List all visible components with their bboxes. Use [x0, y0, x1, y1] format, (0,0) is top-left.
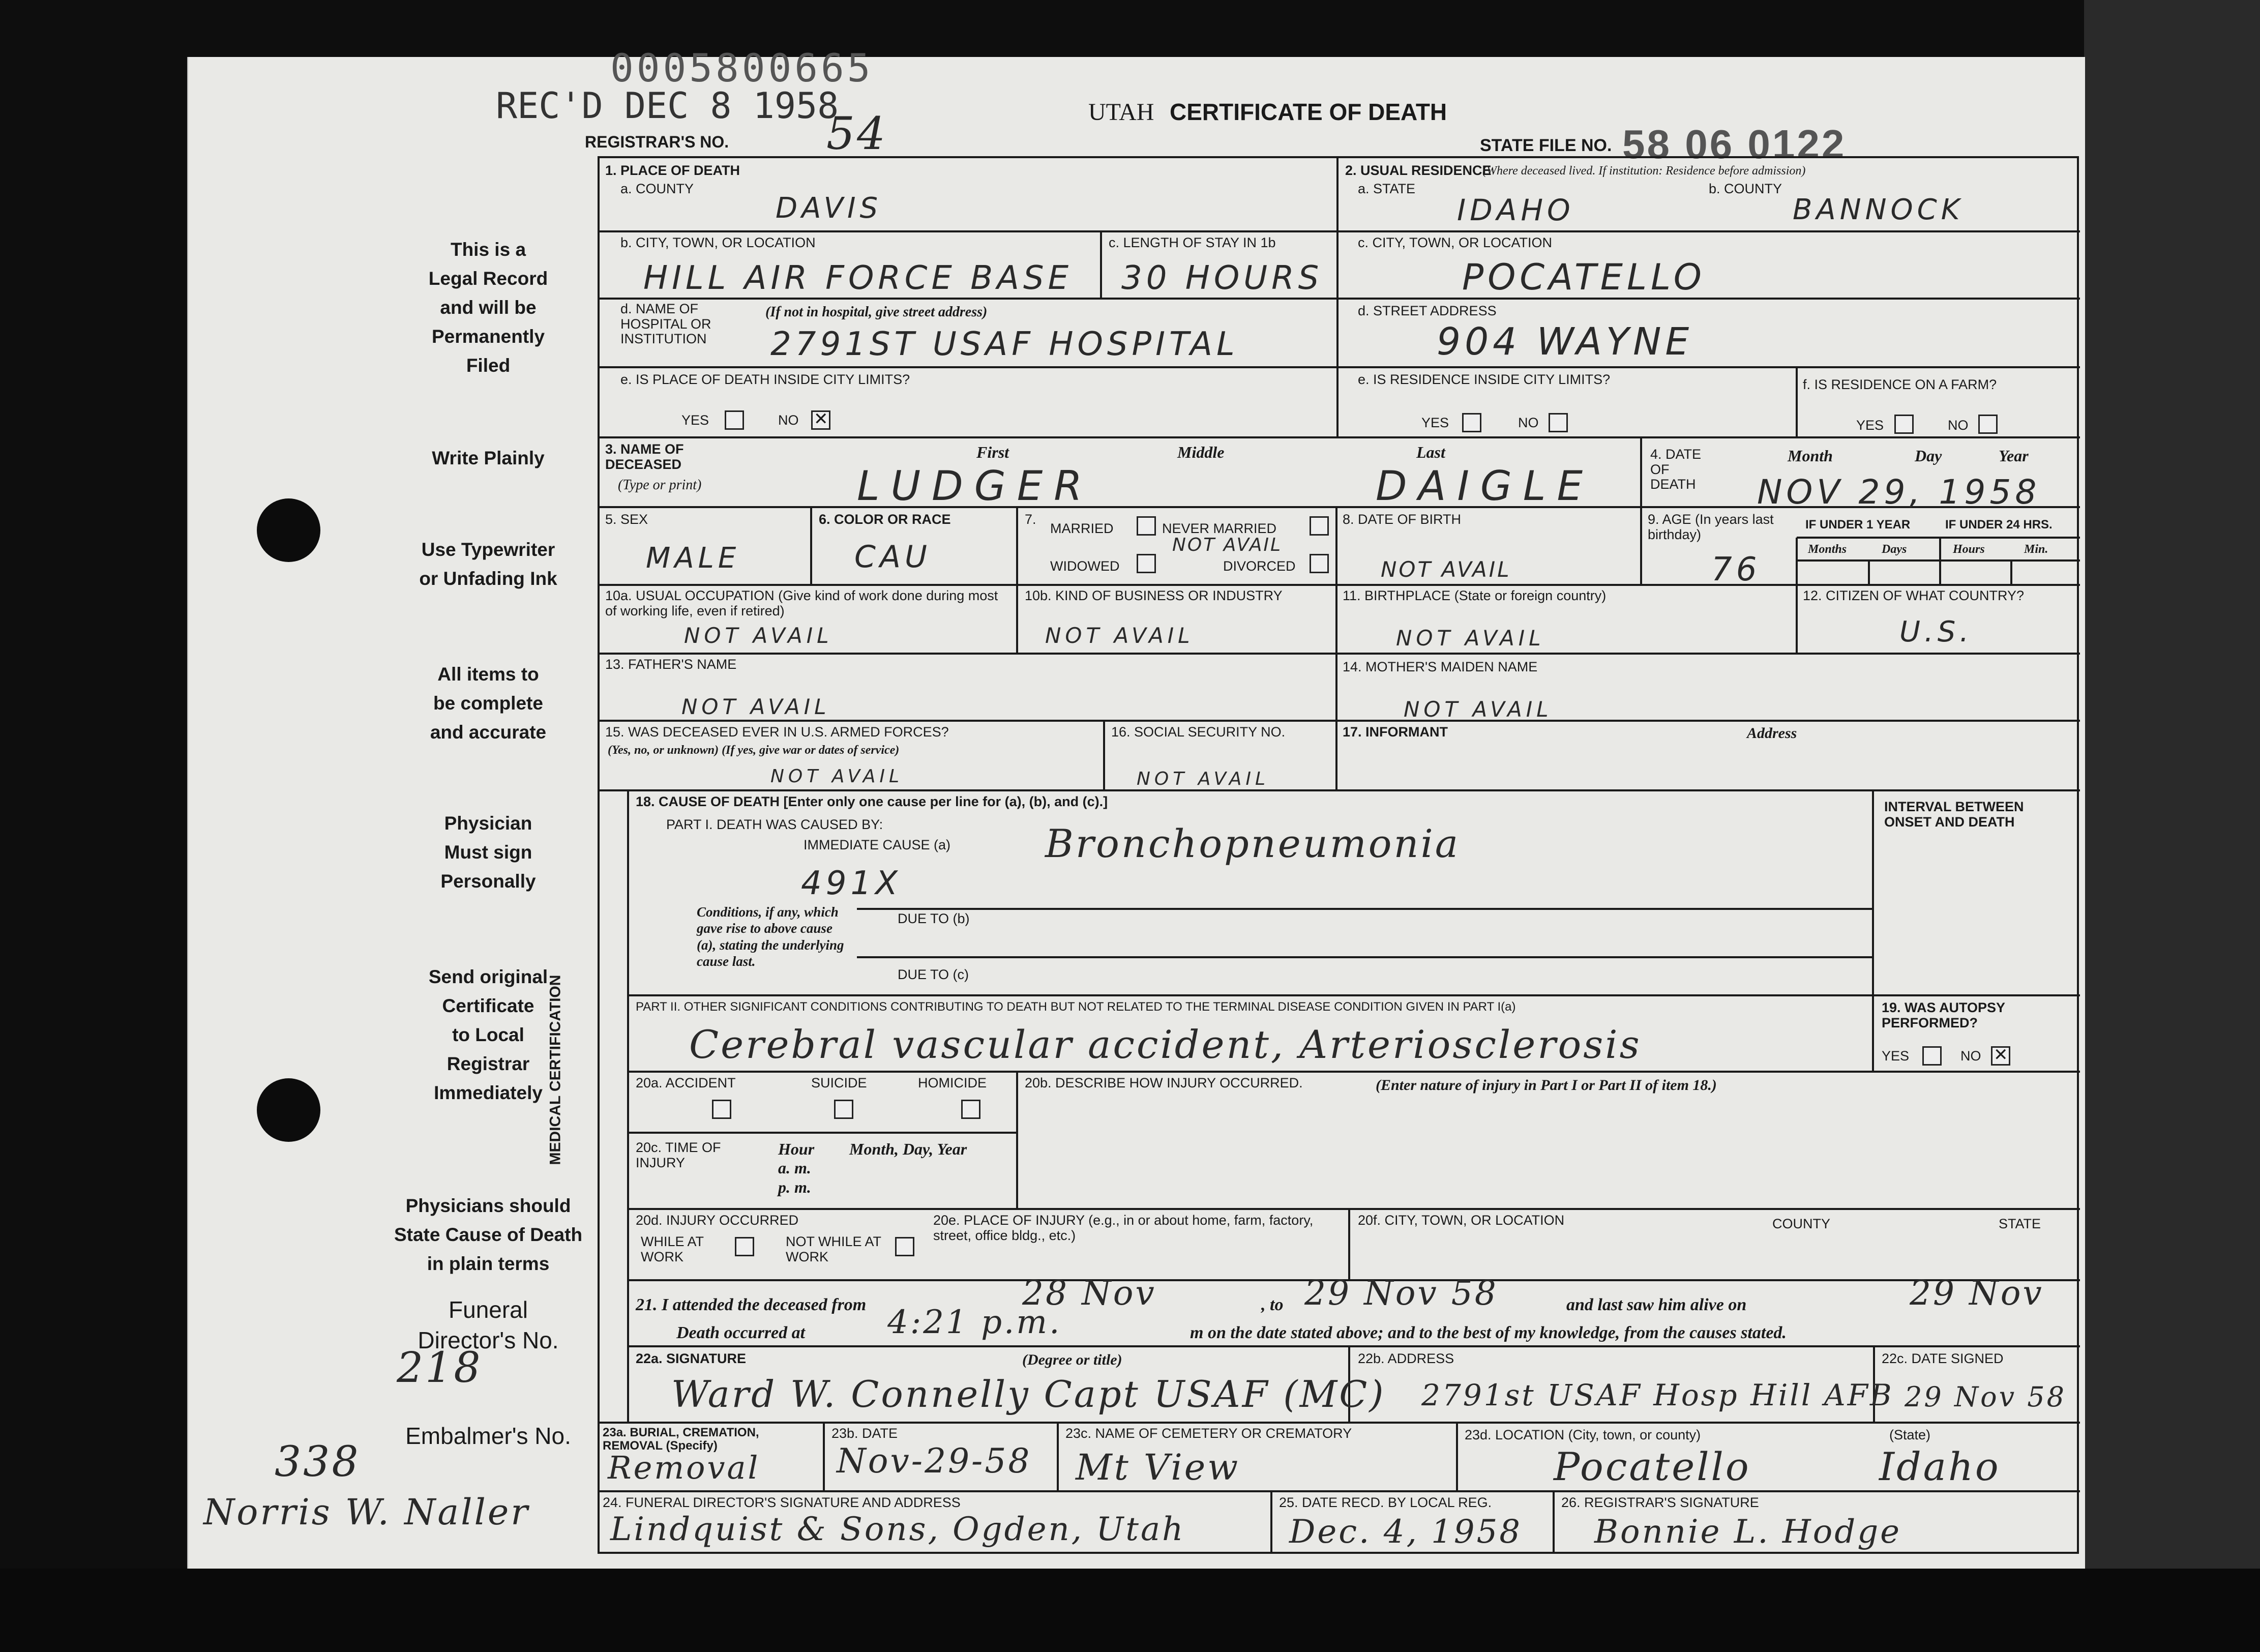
while-at-work-label: WHILE AT WORK	[641, 1234, 704, 1264]
no-label: NO	[1518, 415, 1539, 430]
part-two-label: PART II. OTHER SIGNIFICANT CONDITIONS CONTRIBUTING TO DEATH BUT NOT RELATED TO THE TERMINAL DISEASE CONDITION GIVEN IN PART I(a)	[636, 1000, 1516, 1014]
attended-from-value: 28 Nov	[1022, 1274, 1156, 1313]
ssn-label: 16. SOCIAL SECURITY NO.	[1111, 724, 1286, 740]
res-city-value: POCATELLO	[1462, 256, 1706, 298]
funeral-director-no: 218	[397, 1344, 483, 1392]
married-label: MARRIED	[1050, 521, 1114, 536]
interval-label: INTERVAL BETWEEN ONSET AND DEATH	[1884, 799, 2024, 830]
no-label: NO	[778, 412, 799, 428]
plain-terms-note: Physicians should State Cause of Death in plain terms	[394, 1195, 583, 1274]
farm-label: f. IS RESIDENCE ON A FARM?	[1803, 377, 1997, 392]
never-married-checkbox[interactable]	[1310, 516, 1329, 536]
autopsy-no-checkbox[interactable]	[1991, 1046, 2010, 1066]
divorced-checkbox[interactable]	[1310, 554, 1329, 573]
ssn-value: NOT AVAIL	[1137, 769, 1270, 789]
typewriter-note: Use Typewriter or Unfading Ink	[419, 539, 557, 589]
occupation-label: 10a. USUAL OCCUPATION (Give kind of work done during most of working life, even if retired)	[605, 588, 998, 618]
burial-state-value: Idaho	[1879, 1444, 2001, 1489]
last-name: DAIGLE	[1376, 462, 1594, 510]
county-label: a. COUNTY	[620, 181, 694, 196]
last-saw-value: 29 Nov	[1910, 1274, 2044, 1313]
homicide-checkbox[interactable]	[961, 1100, 980, 1119]
conditions-note: Conditions, if any, which gave rise to above cause (a), stating the underlying cause last.	[697, 904, 844, 969]
informant-label: 17. INFORMANT	[1343, 724, 1448, 740]
state-value: IDAHO	[1457, 193, 1574, 227]
street-value: 904 WAYNE	[1437, 320, 1693, 364]
min-label: Min.	[2024, 543, 2048, 556]
send-original-note: Send original Certificate to Local Registrar Immediately	[428, 966, 548, 1103]
birth-date-value: NOT AVAIL	[1381, 557, 1511, 582]
disease-code: 491X	[801, 865, 902, 902]
res-county-label: b. COUNTY	[1709, 181, 1782, 196]
serial-number: 0005800665	[610, 45, 874, 91]
marital-label: 7.	[1025, 512, 1036, 527]
county-value: DAVIS	[776, 192, 882, 225]
name-type-note: (Type or print)	[618, 477, 702, 493]
punch-hole	[257, 1078, 320, 1142]
attended-to-value: 29 Nov 58	[1304, 1274, 1498, 1313]
stay-value: 30 HOURS	[1121, 259, 1323, 297]
never-married-label: NEVER MARRIED	[1162, 521, 1277, 536]
embalmer-no: 338	[275, 1438, 361, 1486]
due-to-b-label: DUE TO (b)	[898, 911, 970, 926]
middle-label: Middle	[1177, 443, 1225, 461]
race-value: CAU	[854, 539, 931, 575]
homicide-label: HOMICIDE	[918, 1075, 987, 1090]
not-while-at-work-checkbox[interactable]	[895, 1237, 914, 1256]
res-city-limits-no-checkbox[interactable]	[1549, 413, 1568, 432]
citizen-value: U.S.	[1899, 615, 1973, 648]
date-signed-label: 22c. DATE SIGNED	[1882, 1351, 2004, 1366]
cemetery-label: 23c. NAME OF CEMETERY OR CREMATORY	[1065, 1426, 1352, 1441]
registrar-signature-label: 26. REGISTRAR'S SIGNATURE	[1561, 1495, 1759, 1510]
registrars-no-label: REGISTRAR'S NO.	[585, 133, 729, 151]
birth-date-label: 8. DATE OF BIRTH	[1343, 512, 1462, 527]
burial-location-value: Pocatello	[1554, 1444, 1751, 1489]
certificate-form	[547, 156, 2080, 1555]
document-title: CERTIFICATE OF DEATH	[1170, 99, 1447, 125]
title-prefix: UTAH	[1088, 99, 1154, 126]
autopsy-label: 19. WAS AUTOPSY PERFORMED?	[1882, 1000, 2005, 1030]
hospital-value: 2791ST USAF HOSPITAL	[770, 326, 1239, 363]
hours-label: Hours	[1953, 543, 1985, 556]
sex-value: MALE	[646, 542, 740, 575]
immediate-cause-value: Bronchopneumonia	[1045, 821, 1461, 866]
under-1-year-label: IF UNDER 1 YEAR	[1805, 518, 1911, 532]
cemetery-value: Mt View	[1076, 1447, 1240, 1488]
city-limits-yes-checkbox[interactable]	[725, 410, 744, 430]
race-label: 6. COLOR OR RACE	[819, 512, 951, 527]
injury-place-label: 20e. PLACE OF INJURY (e.g., in or about home, farm, factory, street, office bldg., etc.)	[933, 1213, 1314, 1243]
informant-address-label: Address	[1747, 725, 1797, 742]
first-name: LUDGER	[857, 462, 1093, 510]
physician-address-value: 2791st USAF Hosp Hill AFB	[1421, 1378, 1894, 1412]
state-file-number: 58 06 0122	[1622, 122, 1847, 167]
physician-note: Physician Must sign Personally	[440, 813, 536, 892]
married-checkbox[interactable]	[1137, 516, 1156, 536]
physician-signature: Ward W. Connelly Capt USAF (MC)	[671, 1373, 1386, 1415]
age-label: 9. AGE (In years last birthday)	[1648, 512, 1774, 542]
last-label: Last	[1416, 443, 1445, 461]
res-city-label: c. CITY, TOWN, OR LOCATION	[1358, 235, 1553, 250]
part-one-label: PART I. DEATH WAS CAUSED BY:	[666, 817, 883, 832]
burial-date-label: 23b. DATE	[831, 1426, 898, 1441]
while-at-work-checkbox[interactable]	[735, 1237, 754, 1256]
medical-certification-label: MEDICAL CERTIFICATION	[547, 975, 564, 1165]
date-signed-value: 29 Nov 58	[1905, 1381, 2067, 1413]
divorced-label: DIVORCED	[1223, 558, 1296, 574]
city-label: b. CITY, TOWN, OR LOCATION	[620, 235, 816, 250]
other-conditions-value: Cerebral vascular accident, Arteriosclerosis	[689, 1022, 1642, 1067]
armed-forces-value: NOT AVAIL	[770, 766, 904, 787]
city-limits-label: e. IS PLACE OF DEATH INSIDE CITY LIMITS?	[620, 372, 910, 387]
sex-label: 5. SEX	[605, 512, 648, 527]
day-label: Day	[1915, 447, 1942, 465]
street-label: d. STREET ADDRESS	[1358, 303, 1497, 318]
burial-date-value: Nov-29-58	[837, 1441, 1032, 1481]
hour-label: Hour	[778, 1140, 815, 1158]
accident-checkbox[interactable]	[712, 1100, 731, 1119]
injury-state-label: STATE	[1999, 1216, 2041, 1231]
stay-label: c. LENGTH OF STAY IN 1b	[1109, 235, 1276, 250]
yes-label: YES	[1882, 1048, 1910, 1064]
embalmer-signature: Norris W. Naller	[203, 1491, 530, 1533]
physician-address-label: 22b. ADDRESS	[1358, 1351, 1454, 1366]
write-plainly-note: Write Plainly	[432, 448, 545, 468]
funeral-director-signature-label: 24. FUNERAL DIRECTOR'S SIGNATURE AND ADDRESS	[603, 1495, 961, 1510]
last-saw-label: and last saw him alive on	[1566, 1295, 1747, 1314]
embalmer-label: Embalmer's No.	[405, 1423, 571, 1449]
attended-label: 21. I attended the deceased from	[636, 1295, 867, 1314]
cause-of-death-label: 18. CAUSE OF DEATH [Enter only one cause per line for (a), (b), and (c).]	[636, 794, 1108, 809]
death-occurred-statement: m on the date stated above; and to the best of my knowledge, from the causes stated.	[1190, 1323, 1787, 1342]
farm-no-checkbox[interactable]	[1978, 415, 1998, 434]
business-label: 10b. KIND OF BUSINESS OR INDUSTRY	[1025, 588, 1283, 603]
autopsy-yes-checkbox[interactable]	[1922, 1046, 1942, 1066]
widowed-checkbox[interactable]	[1137, 554, 1156, 573]
armed-forces-label: 15. WAS DECEASED EVER IN U.S. ARMED FORCES?	[605, 724, 949, 740]
suicide-checkbox[interactable]	[834, 1100, 853, 1119]
state-label: a. STATE	[1358, 181, 1416, 196]
father-label: 13. FATHER'S NAME	[605, 657, 737, 672]
res-city-limits-label: e. IS RESIDENCE INSIDE CITY LIMITS?	[1358, 372, 1611, 387]
suicide-label: SUICIDE	[811, 1075, 867, 1090]
legal-record-note: This is a Legal Record and will be Permanently Filed	[428, 239, 548, 376]
res-county-value: BANNOCK	[1793, 193, 1964, 226]
citizen-label: 12. CITIZEN OF WHAT COUNTRY?	[1803, 588, 2025, 603]
yes-label: YES	[1856, 418, 1884, 433]
burial-location-label: 23d. LOCATION (City, town, or county)	[1465, 1427, 1701, 1442]
registrars-no: 54	[826, 107, 887, 160]
occupation-value: NOT AVAIL	[684, 623, 833, 648]
yes-label: YES	[1421, 415, 1449, 430]
hospital-note: (If not in hospital, give street address)	[765, 304, 988, 320]
registrar-signature: Bonnie L. Hodge	[1594, 1513, 1902, 1551]
received-stamp: REC'D DEC 8 1958	[496, 85, 839, 127]
no-label: NO	[1960, 1048, 1981, 1064]
city-limits-no-checkbox[interactable]	[811, 410, 830, 430]
complete-note: All items to be complete and accurate	[430, 664, 547, 743]
punch-hole	[257, 498, 320, 562]
date-of-death-label: 4. DATE OF DEATH	[1650, 447, 1702, 492]
mother-value: NOT AVAIL	[1404, 697, 1553, 722]
pm-label: p. m.	[778, 1178, 811, 1196]
due-to-c-label: DUE TO (c)	[898, 967, 969, 982]
first-label: First	[976, 443, 1009, 461]
no-label: NO	[1948, 418, 1969, 433]
residence-label: 2. USUAL RESIDENCE	[1345, 163, 1492, 178]
month-day-year-label: Month, Day, Year	[849, 1140, 967, 1158]
birthplace-label: 11. BIRTHPLACE (State or foreign country)	[1343, 588, 1607, 603]
armed-forces-note: (Yes, no, or unknown) (If yes, give war or dates of service)	[608, 744, 900, 757]
month-label: Month	[1788, 447, 1833, 465]
age-value: 76	[1711, 551, 1761, 588]
yes-label: YES	[681, 412, 709, 428]
name-label: 3. NAME OF DECEASED	[605, 441, 684, 472]
date-received-label: 25. DATE RECD. BY LOCAL REG.	[1279, 1495, 1492, 1510]
injury-how-label: 20b. DESCRIBE HOW INJURY OCCURRED.	[1025, 1075, 1303, 1090]
burial-label: 23a. BURIAL, CREMATION, REMOVAL (Specify)	[603, 1426, 759, 1453]
injury-county-label: COUNTY	[1772, 1216, 1830, 1231]
burial-value: Removal	[608, 1449, 760, 1486]
city-value: HILL AIR FORCE BASE	[643, 259, 1073, 297]
attended-to-label: , to	[1261, 1295, 1284, 1314]
business-value: NOT AVAIL	[1045, 623, 1194, 648]
state-file-label: STATE FILE NO.	[1480, 136, 1612, 155]
mother-label: 14. MOTHER'S MAIDEN NAME	[1343, 659, 1538, 674]
funeral-director-signature: Lindquist & Sons, Ogden, Utah	[610, 1511, 1185, 1548]
father-value: NOT AVAIL	[681, 694, 830, 719]
hospital-label: d. NAME OF HOSPITAL OR INSTITUTION	[620, 301, 711, 347]
degree-label: (Degree or title)	[1022, 1351, 1122, 1368]
date-of-death: NOV 29, 1958	[1757, 473, 2041, 512]
injury-occurred-label: 20d. INJURY OCCURRED	[636, 1213, 799, 1228]
residence-note: (Where deceased lived. If institution: Residence before admission)	[1482, 164, 1806, 178]
birthplace-value: NOT AVAIL	[1396, 626, 1545, 651]
death-occurred-label: Death occurred at	[676, 1323, 806, 1342]
year-label: Year	[1999, 447, 2029, 465]
farm-yes-checkbox[interactable]	[1894, 415, 1914, 434]
res-city-limits-yes-checkbox[interactable]	[1462, 413, 1481, 432]
days-label: Days	[1882, 543, 1907, 556]
burial-state-label: (State)	[1889, 1427, 1931, 1442]
place-of-death-label: 1. PLACE OF DEATH	[605, 163, 740, 178]
injury-time-label: 20c. TIME OF INJURY	[636, 1140, 721, 1170]
injury-city-label: 20f. CITY, TOWN, OR LOCATION	[1358, 1213, 1565, 1228]
date-received-value: Dec. 4, 1958	[1289, 1513, 1522, 1551]
widowed-label: WIDOWED	[1050, 558, 1120, 574]
immediate-cause-label: IMMEDIATE CAUSE (a)	[804, 837, 951, 852]
months-label: Months	[1808, 543, 1847, 556]
not-while-at-work-label: NOT WHILE AT WORK	[786, 1234, 881, 1264]
death-time-value: 4:21 p.m.	[887, 1304, 1062, 1341]
under-24-hrs-label: IF UNDER 24 HRS.	[1945, 518, 2053, 532]
marital-value: NOT AVAIL	[1172, 535, 1283, 555]
signature-label: 22a. SIGNATURE	[636, 1351, 747, 1366]
accident-label: 20a. ACCIDENT	[636, 1075, 736, 1090]
funeral-director-label: Funeral Director's No.	[418, 1296, 559, 1353]
am-label: a. m.	[778, 1159, 811, 1177]
injury-how-note: (Enter nature of injury in Part I or Part II of item 18.)	[1376, 1077, 1717, 1094]
